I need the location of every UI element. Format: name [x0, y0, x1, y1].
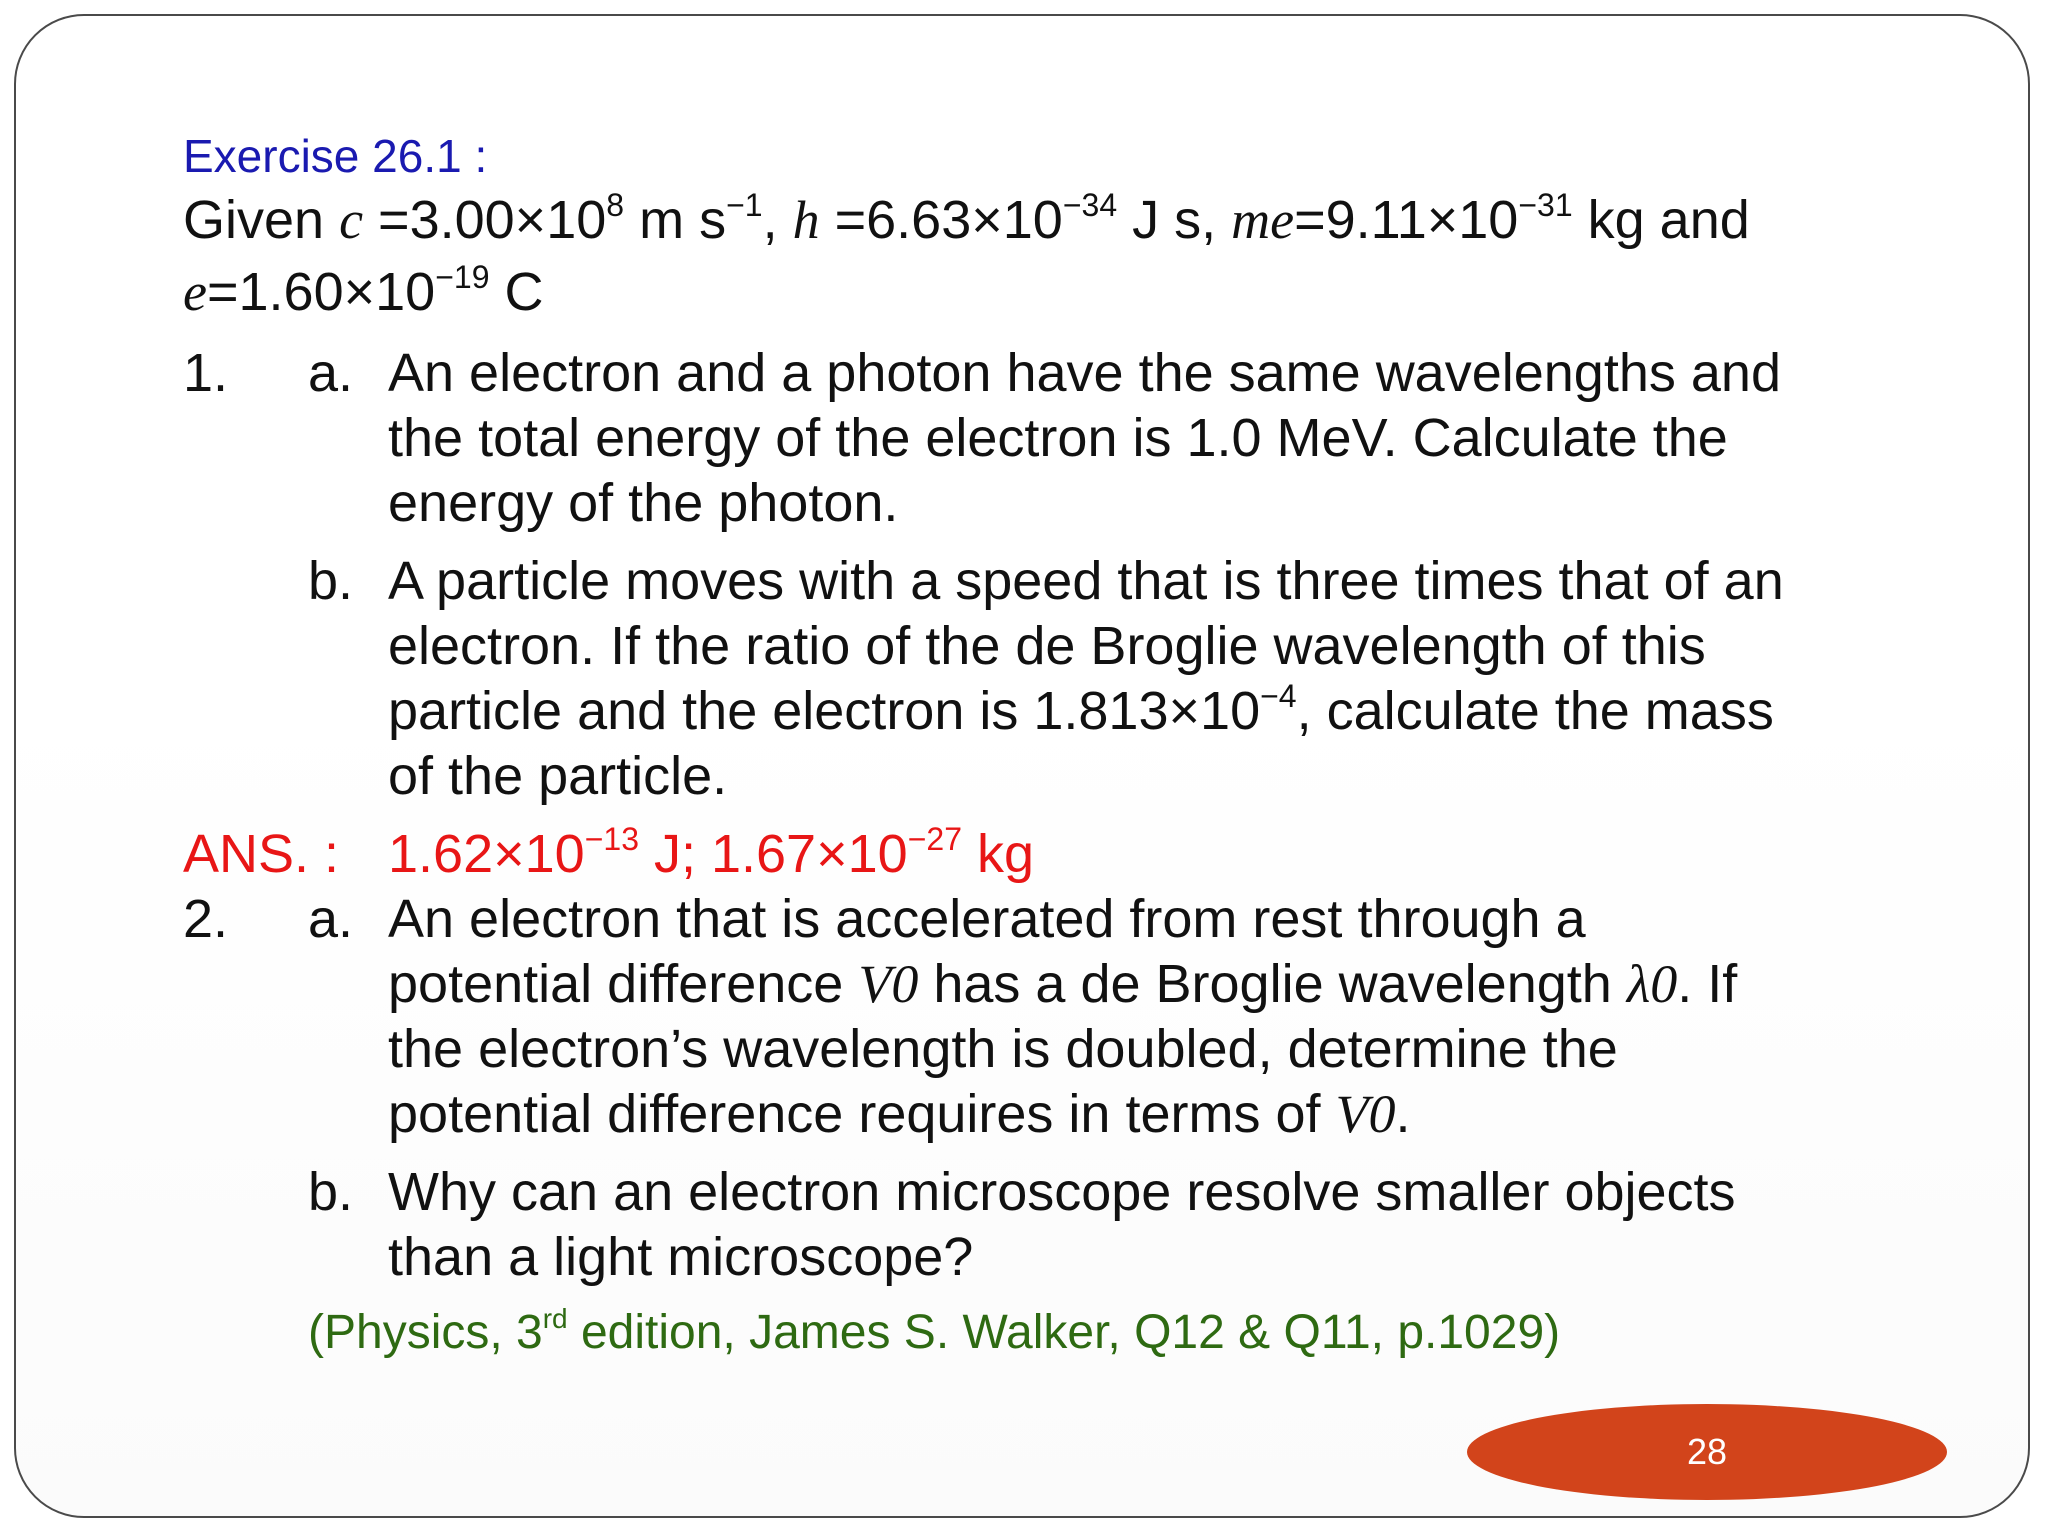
page-number-badge — [1467, 1404, 1947, 1500]
sub-letter: b. — [308, 1162, 354, 1222]
exercise-title: Exercise 26.1 : — [183, 130, 488, 182]
question-number: 2. — [183, 889, 229, 949]
symbol-c: c — [339, 190, 364, 250]
question-1a: a. An electron and a photon have the same wavelengths and the total energy of the electron is 1.0 MeV. Calculate the energy of the photon. — [308, 343, 1781, 533]
symbol-h: h — [792, 190, 820, 250]
page-number: 28 — [1686, 1431, 1728, 1472]
answer-line: ANS. : $1.62\times 10^{-13}$ J; $1.67\times 10^{-27}$ kg — [183, 822, 1903, 887]
symbol-lambda0: λ0 — [1626, 954, 1678, 1014]
symbol-e: e — [183, 262, 207, 322]
question-2 — [183, 887, 1903, 1290]
sub-letter: b. — [308, 551, 354, 611]
sub-letter: a. — [308, 343, 354, 403]
answer-label: ANS. : — [183, 824, 340, 884]
question-1 — [183, 341, 1903, 809]
question-2a: a. An electron that is accelerated from rest through a potential difference V0 has a de Broglie wavelength λ0. If the electron’s wavelength is doubled, determine the potential difference requires in terms of V0. — [308, 889, 1738, 1144]
symbol-v0: V0 — [858, 954, 919, 1014]
symbol-me: me — [1231, 190, 1295, 250]
sub-letter: a. — [308, 889, 354, 949]
question-number: 1. — [183, 343, 229, 403]
symbol-v0: V0 — [1335, 1084, 1396, 1144]
reference-citation: (Physics, 3rd edition, James S. Walker, Q12 & Q11, p.1029) — [308, 1303, 1561, 1359]
question-2b: b. Why can an electron microscope resolve smaller objects than a light microscope? — [308, 1162, 1736, 1287]
given-constants: Given $c =3.00\times 10^8$ m $s^{-1}$, $h =6.63\times 10^{-34}$ J s, $me=9.11\times 10^{-31}$ kg and $e=1.60\times 10^{-19}$ C — [183, 187, 1750, 322]
question-1b: b. A particle moves with a speed that is three times that of an electron. If the ratio of the de Broglie wavelength of this particle and the electron is $1.813\times 10^{-4}$, calculate the mass of the particle. — [308, 551, 1784, 806]
slide-content — [183, 128, 1903, 1363]
